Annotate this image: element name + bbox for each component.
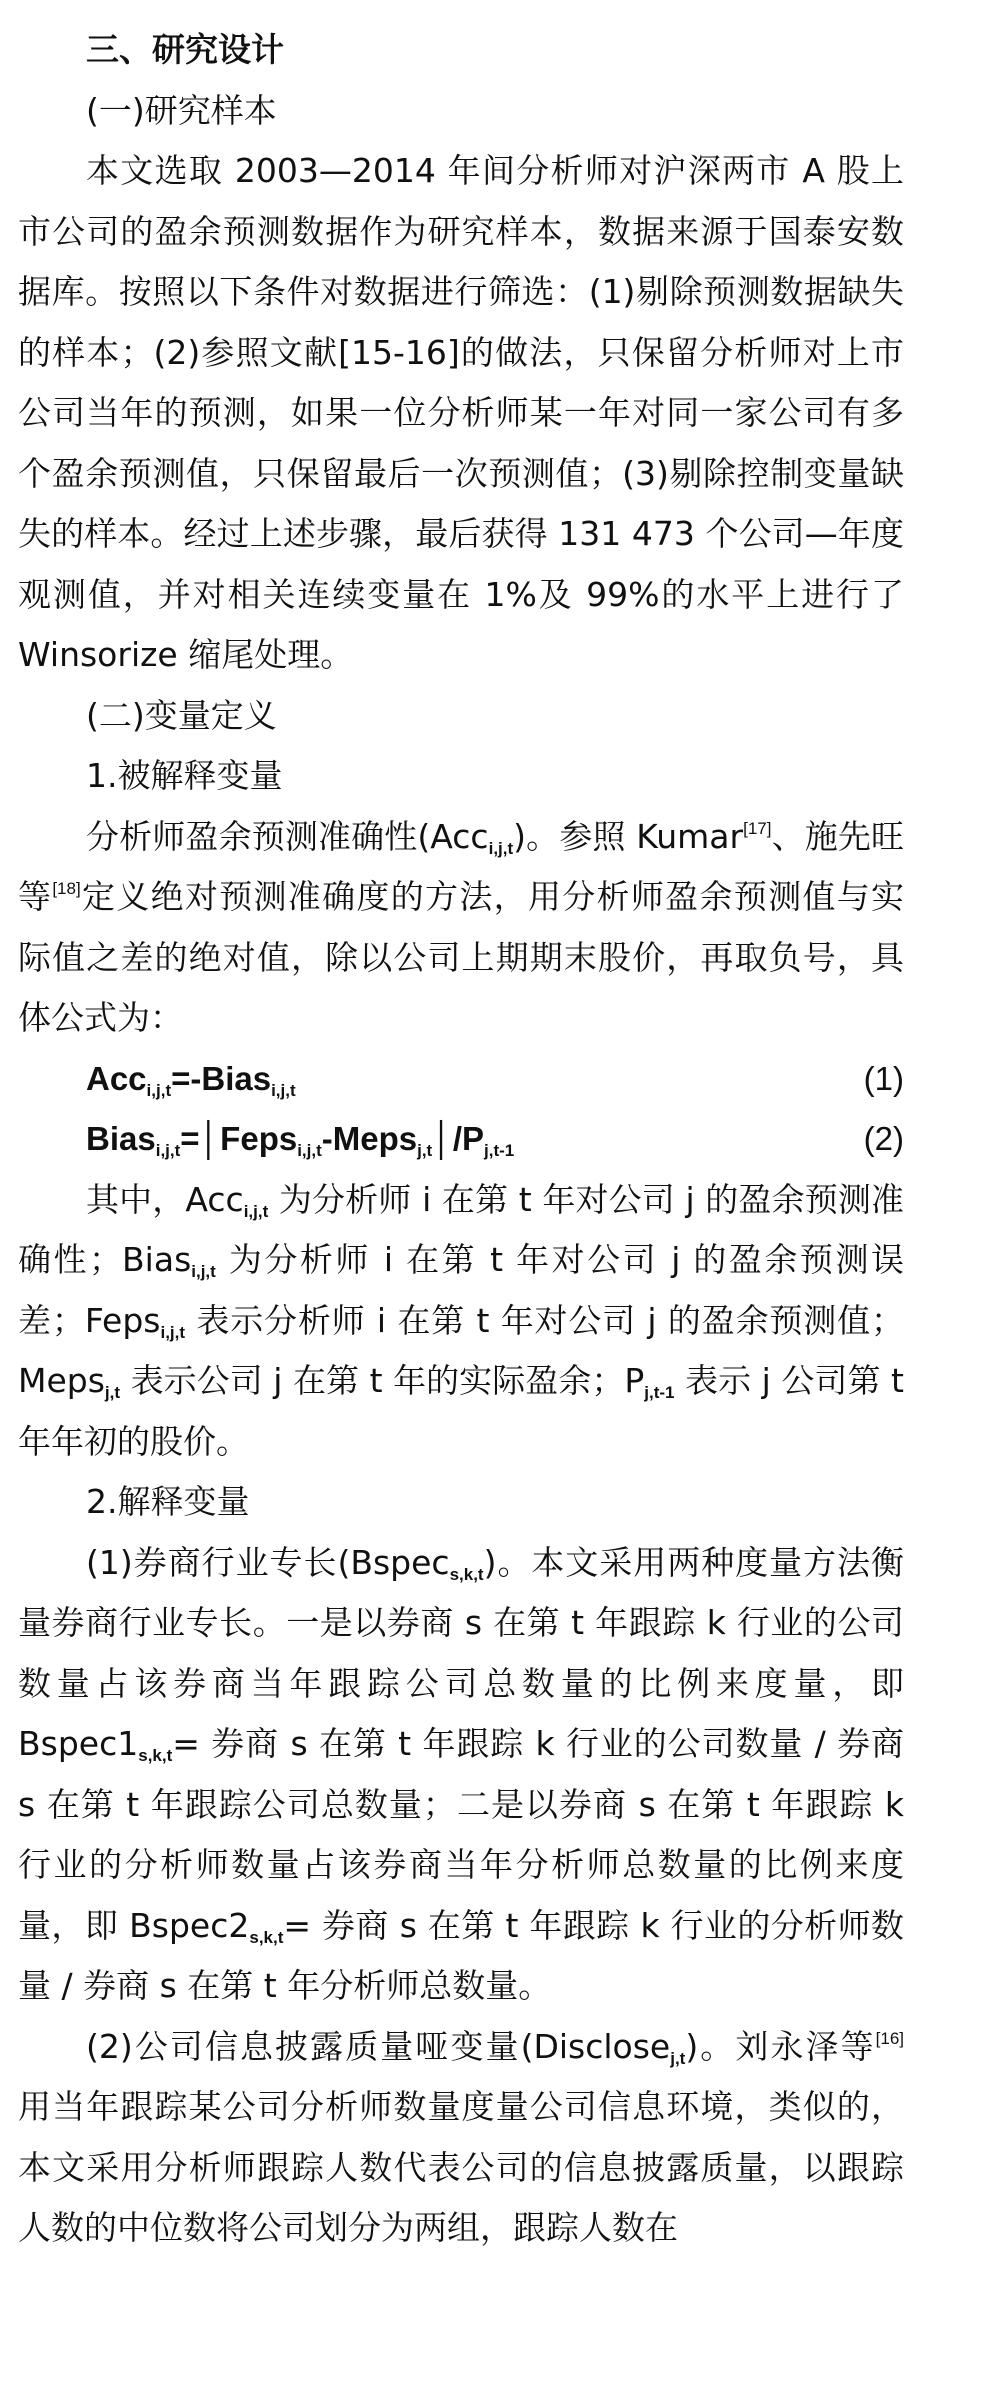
- formula-term: -Meps: [321, 1120, 418, 1157]
- subscript: j,t-1: [644, 1383, 675, 1402]
- subscript: i,j,t: [488, 838, 514, 858]
- text-run: = 券商 s 在第 t 年跟踪 k 行业的分析师数量 / 券商 s 在第 t 年分析师总数量。: [18, 1905, 904, 2005]
- subscript: j,t: [670, 2048, 686, 2068]
- text-run: (1)券商行业专长(Bspec: [86, 1542, 450, 1582]
- citation-ref: [17]: [743, 818, 772, 838]
- heading-explanatory-variable: 2.解释变量: [86, 1482, 250, 1521]
- text-run: 为分析师 i 在第 t 年对公司 j 的盈余预测准确性；Bias: [18, 1179, 904, 1279]
- text-run: (2)公司信息披露质量哑变量(Disclose: [86, 2026, 671, 2066]
- text-run: )。刘永泽等: [685, 2026, 876, 2066]
- text-run: 分析师盈余预测准确性(Acc: [86, 816, 489, 856]
- subsection-heading-sample: (一)研究样本: [86, 90, 277, 130]
- subscript: i,j,t: [155, 1141, 181, 1160]
- subscript: s,k,t: [249, 1927, 284, 1947]
- text-run: )。本文采用两种度量方法衡量券商行业专长。一是以券商 s 在第 t 年跟踪 k 行业的公司数量占该券商当年跟踪公司总数量的比例来度量，即 Bspec1: [18, 1542, 905, 1763]
- text-run: 用当年跟踪某公司分析师数量度量公司信息环境，类似的，本文采用分析师跟踪人数代表公司的信息披露质量，以跟踪人数的中位数将公司划分为两组，跟踪人数在: [18, 2087, 904, 2247]
- heading-dependent-variable: 1.被解释变量: [86, 756, 283, 795]
- subsection-heading-variables: (二)变量定义: [86, 695, 277, 735]
- text-run: 定义绝对预测准确度的方法，用分析师盈余预测值与实际值之差的绝对值，除以公司上期期末股价，再取负号，具体公式为：: [18, 877, 905, 1037]
- equation-number-2: (2): [863, 1120, 904, 1157]
- formula-1-body: [86, 1049, 296, 1110]
- subscript: s,k,t: [449, 1564, 484, 1584]
- subscript: i,j,t: [243, 1201, 269, 1221]
- subscript: i,j,t: [297, 1141, 322, 1160]
- paragraph-definitions: [18, 1170, 904, 1473]
- paragraph-dependent-variable: [18, 807, 904, 1049]
- paragraph-broker-specialization: [18, 1533, 904, 2017]
- subscript: i,j,t: [146, 1080, 172, 1100]
- subscript: j,t-1: [484, 1141, 515, 1160]
- formula-1: [18, 1049, 904, 1110]
- formula-term: =-Bias: [171, 1059, 272, 1097]
- formula-term: Acc: [86, 1059, 147, 1097]
- section-title: 三、研究设计: [86, 30, 284, 69]
- formula-term: Bias: [86, 1120, 156, 1157]
- text-run: = 券商 s 在第 t 年跟踪 k 行业的公司数量 / 券商 s 在第 t 年跟踪公司总数量；二是以券商 s 在第 t 年跟踪 k 行业的分析师数量占该券商当年分析师总数量的比例来度量，即 Bspec2: [18, 1724, 904, 1945]
- text-run: 为分析师 i 在第 t 年对公司 j 的盈余预测误差；Feps: [18, 1240, 904, 1340]
- text-run: 其中，Acc: [86, 1179, 244, 1219]
- text-run: 、施先旺等: [18, 816, 905, 916]
- formula-term: =│Feps: [180, 1120, 298, 1157]
- subscript: i,j,t: [160, 1322, 186, 1342]
- equation-number-1: (1): [863, 1059, 904, 1097]
- subscript: j,t: [417, 1141, 433, 1160]
- text-run: 表示公司 j 在第 t 年的实际盈余；P: [120, 1361, 645, 1400]
- text-run: 表示 j 公司第 t 年年初的股价。: [18, 1361, 904, 1461]
- paragraph-sample: 本文选取 2003—2014 年间分析师对沪深两市 A 股上市公司的盈余预测数据作为研究样本，数据来源于国泰安数据库。按照以下条件对数据进行筛选：(1)剔除预测数据缺失的样本；(2)参照文献[15-16]的做法，只保留分析师对上市公司当年的预测，如果一位分析师某一年对同一家公司有多个盈余预测值，只保留最后一次预测值；(3)剔除控制变量缺失的样本。经过上述步骤，最后获得 131 473 个公司—年度观测值，并对相关连续变量在 1%及 99%的水平上进行了 Winsorize 缩尾处理。: [18, 151, 904, 674]
- formula-term: │/P: [432, 1120, 485, 1157]
- citation-ref: [16]: [875, 2028, 904, 2048]
- paragraph-disclosure-quality: [18, 2017, 904, 2259]
- formula-2: [18, 1109, 904, 1170]
- formula-2-body: [86, 1109, 514, 1170]
- subscript: i,j,t: [271, 1080, 296, 1100]
- text-run: )。参照 Kumar: [513, 816, 744, 856]
- text-run: 表示分析师 i 在第 t 年对公司 j 的盈余预测值；Meps: [18, 1300, 904, 1400]
- citation-ref: [18]: [52, 879, 81, 898]
- subscript: j,t: [104, 1383, 121, 1402]
- subscript: i,j,t: [191, 1262, 216, 1281]
- subscript: s,k,t: [138, 1746, 173, 1765]
